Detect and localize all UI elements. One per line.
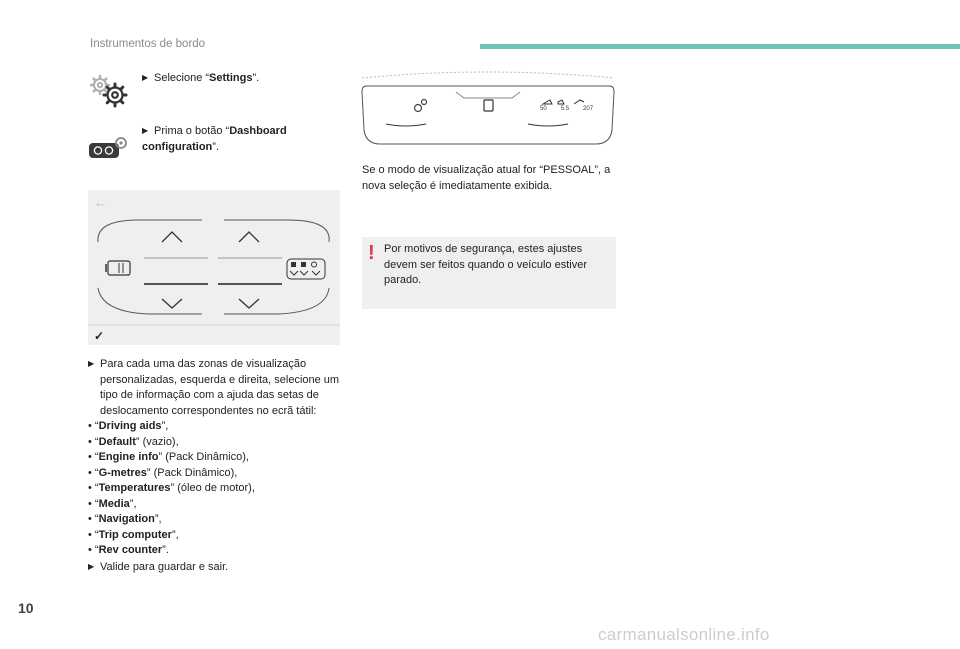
dashboard-readouts [540, 106, 620, 112]
dashboard-configuration-label: Dashboard configuration [142, 125, 287, 153]
watermark: carmanualsonline.info [598, 625, 770, 644]
readout-3: 207 [583, 106, 594, 112]
zones-instructions [88, 356, 344, 575]
arrow-bullet-icon: ▶ [88, 561, 95, 571]
zone-type-item: • “G-metres” (Pack Dinâmico), [88, 466, 238, 479]
page-number: 10 [18, 600, 34, 616]
zone-type-item: • “Default” (vazio), [88, 435, 179, 448]
bullet-icon: • [88, 513, 92, 525]
bullet-icon: • [88, 466, 92, 479]
zone-type-name: Temperatures [98, 482, 171, 494]
section-title: Instrumentos de bordo [90, 38, 206, 50]
zone-type-item: • “Engine info” (Pack Dinâmico), [88, 451, 249, 463]
warning-text: Por motivos de segurança, estes ajustes devem ser feitos quando o veículo estiver parado. [384, 243, 588, 286]
validate-check-icon[interactable]: ✓ [94, 329, 105, 343]
zone-type-name: Driving aids [98, 420, 162, 432]
info-text: Se o modo de visualização atual for “PESSOAL”, a nova seleção é imediatamente exibida. [362, 164, 611, 192]
bullet-icon: • [88, 420, 92, 432]
bullet-icon: • [88, 497, 92, 510]
bullet-icon: • [88, 435, 92, 448]
zones-intro: ▶ Para cada uma das zonas de visualização personalizadas, esquerda e direita, selecione um tipo de informação com a ajuda das setas de deslocamento correspondentes no ecrã tátil: [88, 358, 340, 417]
zone-type-name: Rev counter [98, 544, 163, 556]
readout-2: 5.5 [560, 106, 570, 112]
zone-type-item: • “Navigation”, [88, 513, 162, 525]
zone-type-item: • “Driving aids”, [88, 420, 169, 432]
zone-type-item: • “Trip computer”, [88, 528, 179, 541]
zone-type-name: G-metres [98, 466, 147, 479]
arrow-bullet-icon: ▶ [142, 126, 149, 135]
readout-1: 50 [540, 106, 547, 112]
zone-type-item: • “Media”, [88, 497, 137, 510]
step-dashboard-configuration: ▶ Prima o botão “Dashboard configuration”. [142, 125, 287, 153]
zone-type-list [88, 419, 344, 559]
zone-type-name: Media [98, 497, 130, 510]
configuration-screen [88, 190, 340, 345]
bullet-icon: • [88, 451, 92, 463]
zone-type-item: • “Temperatures” (óleo de motor), [88, 482, 255, 494]
bullet-icon: • [88, 482, 92, 494]
settings-label: Settings [209, 72, 253, 84]
back-arrow-icon[interactable]: ← [94, 195, 107, 210]
header-accent-bar [480, 44, 960, 49]
bullet-icon: • [88, 528, 92, 541]
arrow-bullet-icon: ▶ [142, 73, 149, 82]
zone-type-item: • “Rev counter”. [88, 544, 169, 556]
dashboard-zones-illustration [88, 190, 340, 345]
dashboard-configuration-icon [88, 136, 130, 160]
bullet-icon: • [88, 544, 92, 556]
validate-step: ▶ Valide para guardar e sair. [88, 560, 229, 573]
arrow-bullet-icon: ▶ [88, 359, 95, 368]
zone-type-name: Navigation [98, 513, 155, 525]
zone-type-name: Default [98, 435, 136, 448]
step-select-settings: ▶ Selecione “Settings”. [142, 72, 260, 84]
warning-exclamation-icon: ! [368, 242, 375, 264]
settings-gears-icon [88, 74, 130, 108]
zone-type-name: Engine info [98, 451, 159, 463]
zone-type-name: Trip computer [98, 528, 172, 541]
